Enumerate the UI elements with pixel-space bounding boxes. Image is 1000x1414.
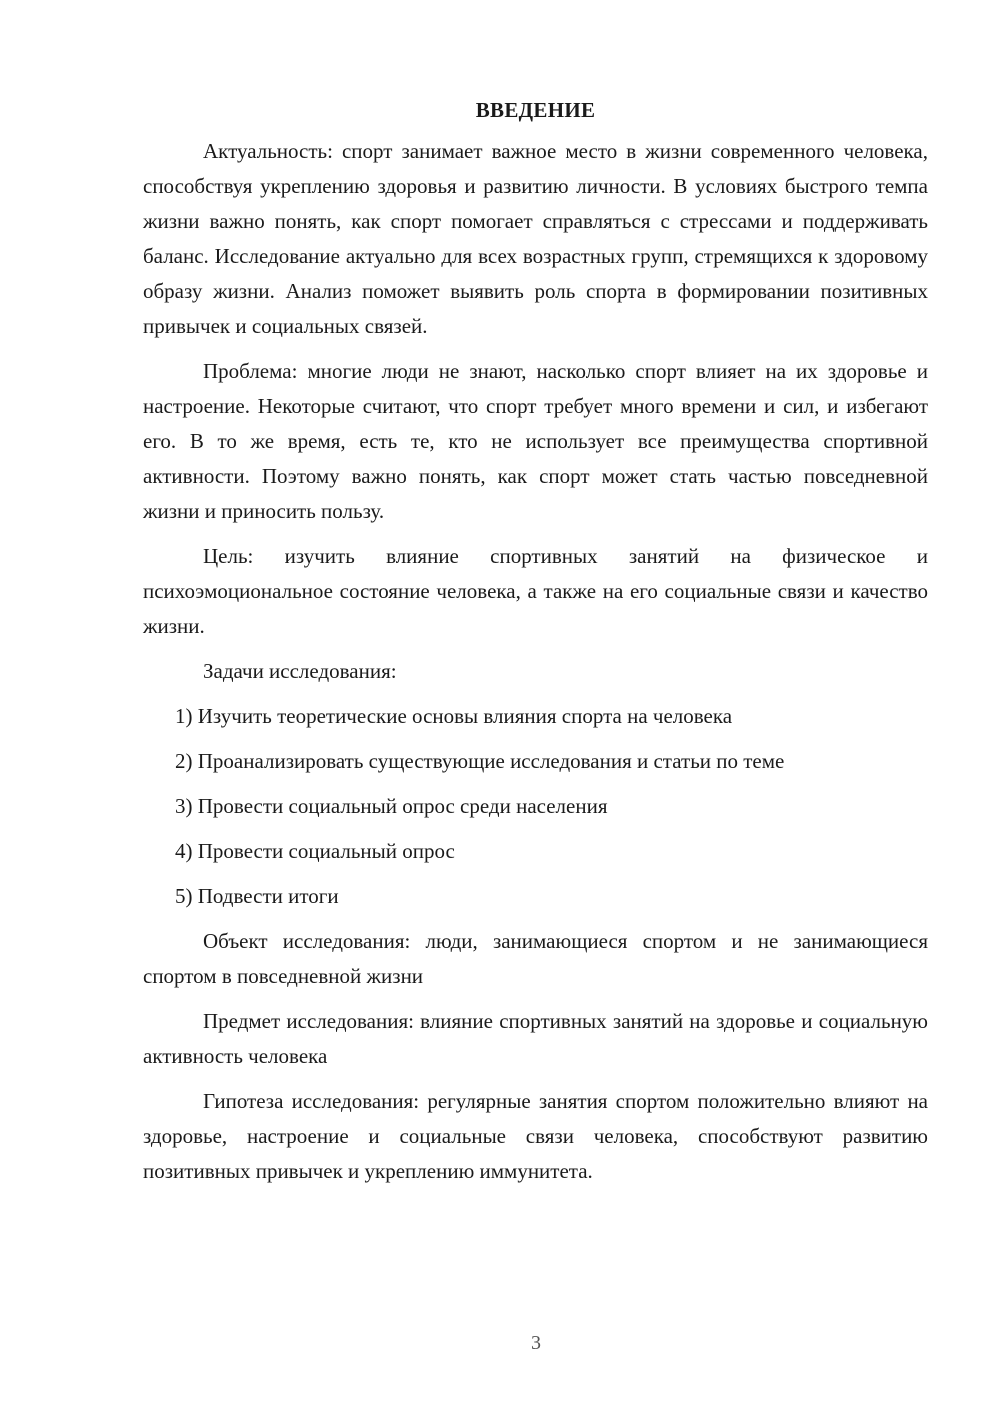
page-number: 3 — [531, 1332, 541, 1354]
tasks-list — [143, 699, 928, 914]
task-item-5: 5) Подвести итоги — [175, 884, 339, 908]
goal-paragraph: Цель: изучить влияние спортивных занятий на физическое и психоэмоциональное состояние человека, а также на его социальные связи и качество жизни. — [143, 544, 928, 638]
task-item-1: 1) Изучить теоретические основы влияния спорта на человека — [175, 704, 733, 728]
page-content — [143, 95, 928, 1199]
relevance-paragraph: Актуальность: спорт занимает важное место в жизни современного человека, способствуя укреплению здоровья и развитию личности. В условиях быстрого темпа жизни важно понять, как спорт помогает справляться с стрессами и поддерживать баланс. Исследование актуально для всех возрастных групп, стремящихся к здоровому образу жизни. Анализ поможет выявить роль спорта в формировании позитивных привычек и социальных связей. — [143, 139, 928, 338]
task-item-3: 3) Провести социальный опрос среди населения — [175, 794, 608, 818]
task-item-2: 2) Проанализировать существующие исследования и статьи по теме — [175, 749, 785, 773]
page-title: ВВЕДЕНИЕ — [475, 98, 596, 122]
hypothesis-paragraph: Гипотеза исследования: регулярные занятия спортом положительно влияют на здоровье, настроение и социальные связи человека, способствуют развитию позитивных привычек и укреплению иммунитета. — [143, 1089, 928, 1183]
object-paragraph: Объект исследования: люди, занимающиеся спортом и не занимающиеся спортом в повседневной жизни — [143, 929, 928, 988]
subject-paragraph: Предмет исследования: влияние спортивных занятий на здоровье и социальную активность человека — [143, 1009, 928, 1068]
task-item-4: 4) Провести социальный опрос — [175, 839, 455, 863]
problem-paragraph: Проблема: многие люди не знают, насколько спорт влияет на их здоровье и настроение. Некоторые считают, что спорт требует много времени и сил, и избегают его. В то же время, есть те, кто не использует все преимущества спортивной активности. Поэтому важно понять, как спорт может стать частью повседневной жизни и приносить пользу. — [143, 359, 928, 523]
tasks-heading: Задачи исследования: — [203, 659, 397, 683]
